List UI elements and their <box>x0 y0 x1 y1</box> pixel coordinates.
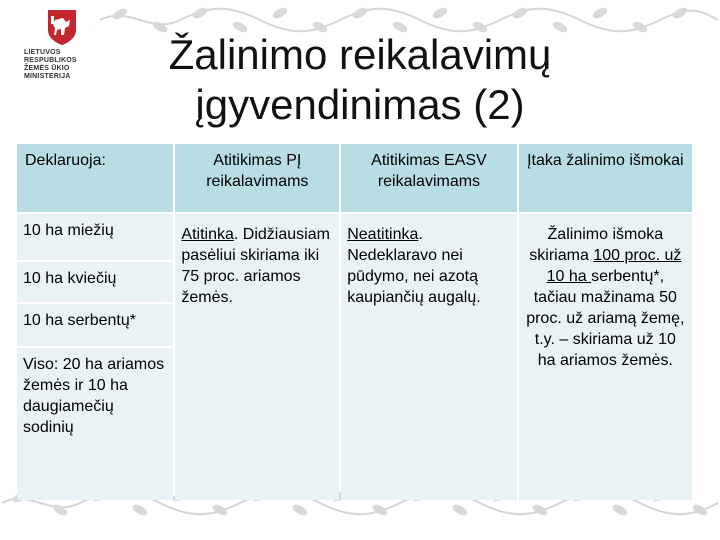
page-title-line2: įgyvendinimas (2) <box>195 81 525 128</box>
easv-cell <box>341 214 516 500</box>
header-easv-compliance: Atitikimas EASV reikalavimams <box>341 144 516 212</box>
easv-status: Neatitinka <box>347 226 419 243</box>
page-title <box>110 30 610 130</box>
easv-text: Nedeklaravo nei pūdymo, nei azotą kaupiančių augalų. <box>347 247 481 306</box>
impact-underlined: 100 proc. už 10 ha <box>546 247 682 285</box>
coat-of-arms-icon <box>46 8 78 46</box>
table-row <box>17 214 692 500</box>
header-payment-impact: Įtaka žalinimo išmokai <box>519 144 692 212</box>
page-title-line1: Žalinimo reikalavimų <box>168 31 552 78</box>
header-declared: Deklaruoja: <box>17 144 173 212</box>
pi-text: Didžiausiam pasėliui skiriama iki 75 proc. ariamos žemės. <box>181 226 330 306</box>
impact-text-before: Žalinimo išmoka skiriama <box>529 226 664 264</box>
ministry-logo <box>18 8 108 80</box>
ministry-name <box>24 49 112 81</box>
table-header-row <box>17 144 692 212</box>
pi-status-suffix: . <box>233 226 239 243</box>
header-pi-compliance: Atitikimas PĮ reikalavimams <box>175 144 339 212</box>
easv-status-suffix: . <box>418 226 423 243</box>
pi-cell <box>175 214 339 500</box>
declared-cell <box>17 214 173 500</box>
declared-item: 10 ha miežių <box>17 214 173 260</box>
greening-table <box>15 142 694 502</box>
ministry-name-line2: ŽEMĖS ŪKIO MINISTERIJA <box>24 65 71 80</box>
declared-item: 10 ha kviečių <box>17 262 173 302</box>
ministry-name-line1: LIETUVOS RESPUBLIKOS <box>24 49 77 64</box>
declared-item: 10 ha serbentų* <box>17 304 173 346</box>
impact-text-after: serbentų*, tačiau mažinama 50 proc. už ariamą žemę, t.y. – skiriama už 10 ha ariamos žemės. <box>526 268 685 369</box>
impact-cell <box>519 214 692 500</box>
pi-status: Atitinka <box>181 226 234 243</box>
declared-total: Viso: 20 ha ariamos žemės ir 10 ha daugiamečių sodinių <box>17 348 173 500</box>
